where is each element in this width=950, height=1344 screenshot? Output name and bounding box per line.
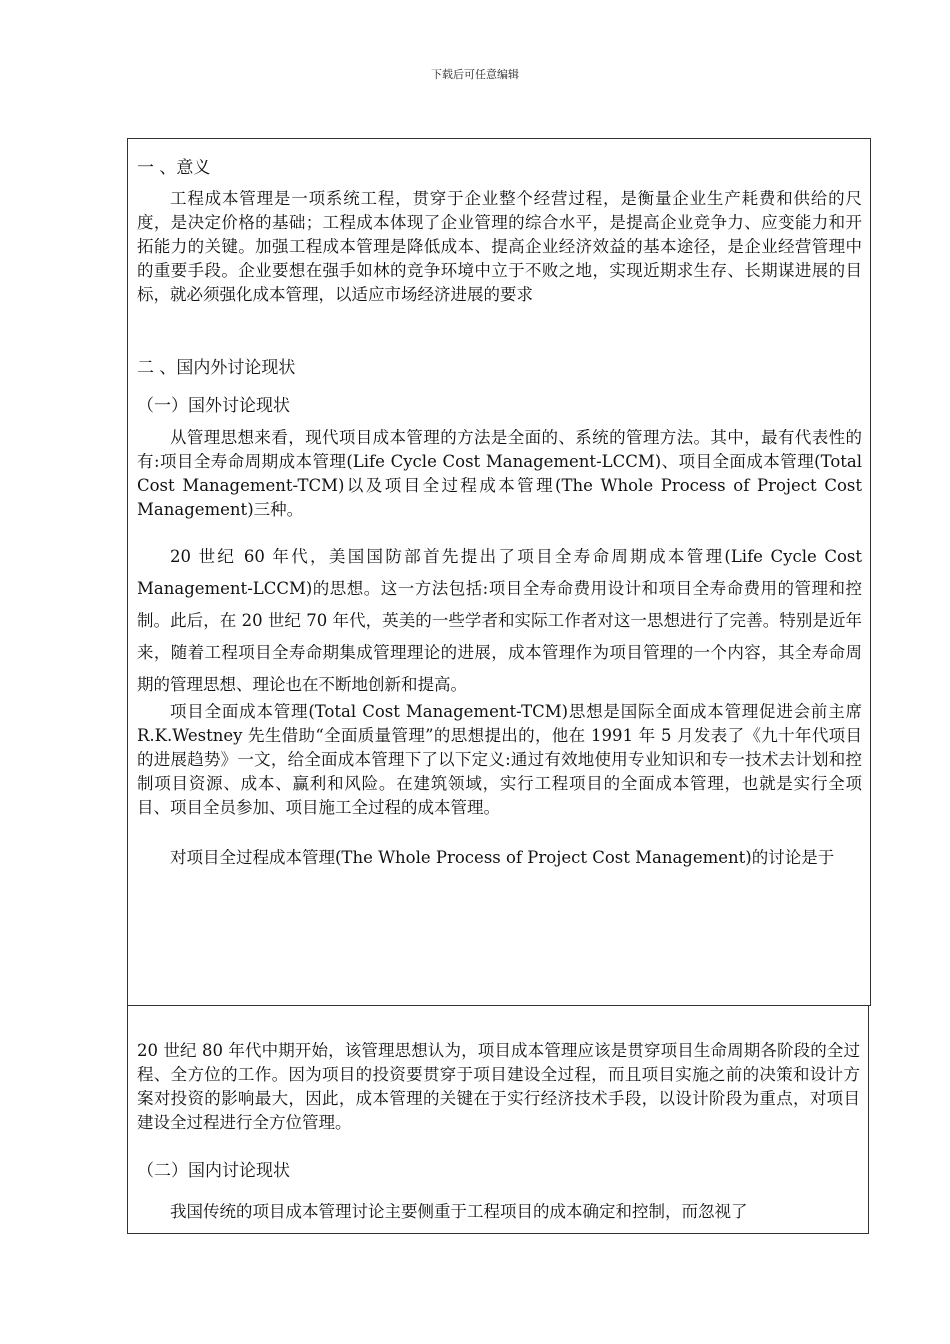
- paragraph-tcm: 项目全面成本管理(Total Cost Management-TCM)思想是国际全面成本管理促进会前主席 R.K.Westney 先生借助“全面质量管理”的思想提出的，他在 1991 年 5 月发表了《九十年代项目的进展趋势》一文，给全面成本管理下了以下定义:通过有效地使用专业知识和专一技术去计划和控制项目资源、成本、赢利和风险。在建筑领域，实行工程项目的全面成本管理，也就是实行全项目、项目全员参加、项目施工全过程的成本管理。: [137, 702, 862, 817]
- paragraph-whole-process-cont: 20 世纪 80 年代中期开始，该管理思想认为，项目成本管理应该是贯穿项目生命周期各阶段的全过程、全方位的工作。因为项目的投资要贯穿于项目建设全过程，而且项目实施之前的决策和设计方案对投资的影响最大，因此，成本管理的关键在于实行经济技术手段，以设计阶段为重点，对项目建设全过程进行全方位管理。: [137, 1041, 860, 1132]
- paragraph-significance: 工程成本管理是一项系统工程，贯穿于企业整个经营过程，是衡量企业生产耗费和供给的尺度，是决定价格的基础；工程成本体现了企业管理的综合水平，是提高企业竞争力、应变能力和开拓能力的关键。加强工程成本管理是降低成本、提高企业经济效益的基本途径，是企业经营管理中的重要手段。企业要想在强手如林的竞争环境中立于不败之地，实现近期求生存、长期谋进展的目标，就必须强化成本管理，以适应市场经济进展的要求: [137, 189, 862, 304]
- content-table-cell-continued: [127, 1006, 869, 1234]
- section-heading-significance: 一 、意义: [137, 158, 211, 178]
- paragraph-foreign-intro: 从管理思想来看，现代项目成本管理的方法是全面的、系统的管理方法。其中，最有代表性的有:项目全寿命周期成本管理(Life Cycle Cost Management-LCCM)、项目全面成本管理(Total Cost Management-TCM)以及项目全过程成本管理(The Whole Process of Project Cost Management)三种。: [137, 428, 862, 519]
- paragraph-lccm: 20 世纪 60 年代，美国国防部首先提出了项目全寿命周期成本管理(Life Cycle Cost Management-LCCM)的思想。这一方法包括:项目全寿命费用设计和项目全寿命费用的管理和控制。此后，在 20 世纪 70 年代，英美的一些学者和实际工作者对这一思想进行了完善。特别是近年来，随着工程项目全寿命期集成管理理论的进展，成本管理作为项目管理的一个内容，其全寿命周期的管理思想、理论也在不断地创新和提高。: [137, 547, 862, 694]
- subsection-heading-foreign: （一）国外讨论现状: [137, 396, 290, 416]
- page-header: 下载后可任意编辑: [431, 68, 519, 81]
- section-heading-research-status: 二 、国内外讨论现状: [137, 358, 296, 378]
- content-table-cell: [127, 138, 871, 1006]
- paragraph-domestic: 我国传统的项目成本管理讨论主要侧重于工程项目的成本确定和控制，而忽视了: [170, 1202, 748, 1221]
- paragraph-whole-process-start: 对项目全过程成本管理(The Whole Process of Project Cost Management)的讨论是于: [170, 848, 835, 867]
- subsection-heading-domestic: （二）国内讨论现状: [137, 1161, 290, 1181]
